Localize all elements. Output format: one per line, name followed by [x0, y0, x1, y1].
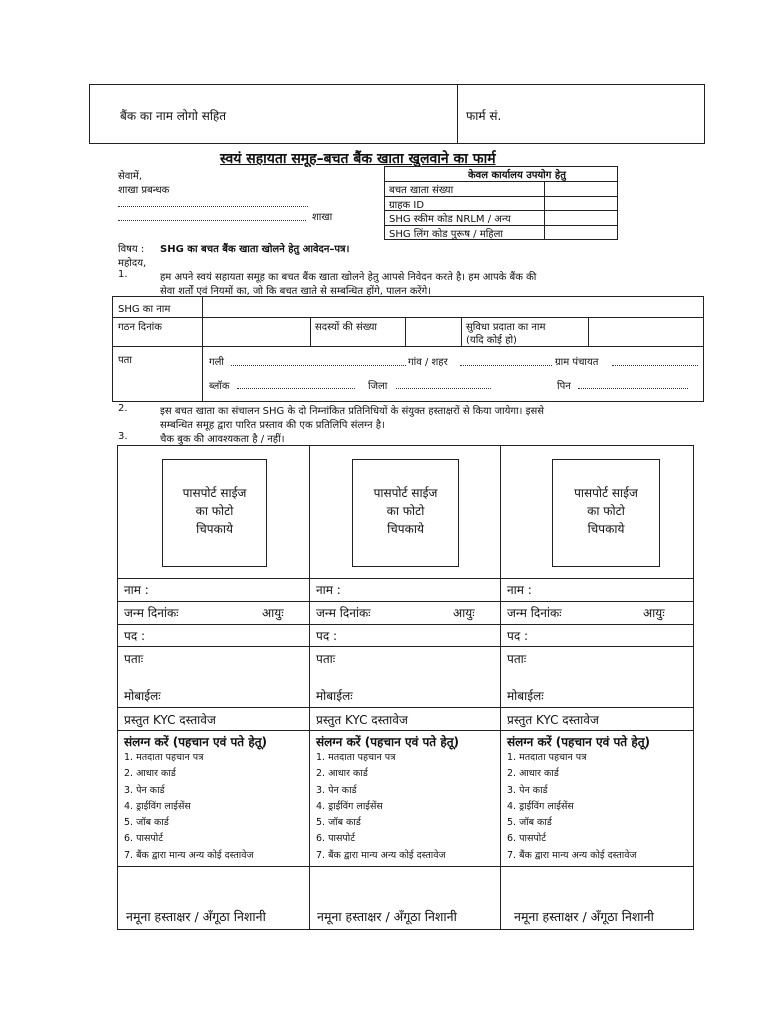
para2-line2: सम्बन्धित समूह द्वारा पारित प्रस्ताव की एक प्रतिलिपि संलग्न है।: [160, 420, 385, 431]
age-label: आयुः: [262, 606, 284, 620]
list-item: 2. आधार कार्ड: [507, 768, 559, 780]
form-title: स्वयं सहायता समूह–बचत बैंक खाता खुलवाने का फार्म: [220, 151, 496, 167]
facilitator-field[interactable]: [591, 320, 701, 344]
office-row-label: बचत खाता संख्या: [389, 185, 454, 196]
signatory-row-line: [117, 646, 694, 647]
list-item: 4. ड्राईविंग लाईसेंस: [316, 800, 383, 812]
branch-suffix: शाखा: [312, 212, 333, 223]
branch-address-line-2[interactable]: [118, 220, 306, 221]
address-label: पता: [118, 355, 132, 366]
pin-label: पिन: [557, 381, 571, 392]
age-label: आयुः: [453, 606, 475, 620]
list-item: 4. ड्राईविंग लाईसेंस: [124, 800, 191, 812]
para1-line2: सेवा शर्तों एवं नियमों का, जो कि बचत खाते से सम्बन्धित होंगे, पालन करेंगे।: [160, 286, 432, 297]
list-item: 1. मतदाता पहचान पत्र: [316, 752, 396, 763]
panchayat-field[interactable]: [612, 365, 698, 366]
list-item: 6. पासपोर्ट: [507, 833, 547, 845]
photo-box[interactable]: [162, 459, 267, 567]
members-count-label: सदस्यों की संख्या: [315, 322, 377, 333]
street-label: गली: [209, 357, 224, 368]
branch-address-line-1[interactable]: [118, 206, 308, 207]
list-item: 5. जॉब कार्ड: [507, 817, 552, 829]
members-count-field[interactable]: [408, 320, 458, 344]
document-list: [316, 750, 446, 864]
list-item: 7. बैंक द्वारा मान्य अन्य कोई दस्तावेज: [507, 849, 637, 861]
shg-name-field[interactable]: [205, 299, 701, 315]
shg-col-line: [405, 317, 406, 346]
header-divider: [457, 84, 458, 144]
shg-col-line: [588, 317, 589, 346]
kyc-label: प्रस्तुत KYC दस्तावेज: [507, 713, 599, 727]
dob-label: जन्म दिनांकः: [316, 606, 371, 620]
para3-number: 3.: [118, 431, 128, 442]
shg-name-label: SHG का नाम: [118, 304, 171, 315]
address-label: पताः: [124, 652, 144, 666]
list-item: 6. पासपोर्ट: [124, 833, 164, 845]
name-label: नाम :: [124, 583, 149, 597]
para1-line1: हम अपने स्वयं सहायता समूह का बचत बैंक खाता खोलने हेतु आपसे निवेदन करते है। हम आपके बैंक की: [160, 272, 537, 283]
photo-box[interactable]: [552, 459, 660, 567]
block-label: ब्लॉक: [209, 381, 230, 392]
para2-line1: इस बचत खाता का संचालन SHG के दो निम्नांकित प्रतिनिधियों के संयुक्त हस्ताक्षरों से किया जायेगा। इससे: [160, 406, 545, 417]
district-label: जिला: [368, 381, 388, 392]
village-label: गांव / शहर: [408, 357, 448, 368]
signatory-row-line: [117, 707, 694, 708]
post-label: पद :: [316, 629, 338, 643]
name-label: नाम :: [507, 583, 532, 597]
photo-label: का फोटो: [386, 504, 425, 518]
signatory-row-line: [117, 624, 694, 625]
office-row-label: SHG लिंग कोड पुरूष / महिला: [389, 229, 503, 240]
list-item: 1. मतदाता पहचान पत्र: [507, 752, 587, 763]
photo-label: पासपोर्ट साईज: [574, 486, 638, 500]
attach-label: संलग्न करें (पहचान एवं पते हेतू): [124, 735, 268, 749]
list-item: 2. आधार कार्ड: [124, 768, 176, 780]
signatory-row-line: [117, 601, 694, 602]
photo-label: का फोटो: [587, 504, 625, 518]
photo-box[interactable]: [352, 459, 459, 567]
office-col-line: [544, 181, 545, 240]
formation-date-field[interactable]: [205, 320, 307, 344]
dob-label: जन्म दिनांकः: [124, 606, 179, 620]
para1-number: 1.: [118, 269, 128, 280]
document-list: [507, 750, 637, 864]
para2-number: 2.: [118, 403, 128, 414]
list-item: 3. पेन कार्ड: [124, 784, 165, 796]
kyc-label: प्रस्तुत KYC दस्तावेज: [124, 713, 216, 727]
addressee-line1: सेवामें,: [118, 171, 143, 182]
signatory-row-line: [117, 866, 694, 867]
mobile-label: मोबाईलः: [124, 689, 161, 703]
list-item: 5. जॉब कार्ड: [316, 817, 361, 829]
name-label: नाम :: [316, 583, 341, 597]
salutation: महोदय,: [118, 258, 147, 269]
shg-row-line: [112, 317, 704, 318]
list-item: 5. जॉब कार्ड: [124, 817, 169, 829]
panchayat-label: ग्राम पंचायत: [555, 357, 599, 368]
facilitator-note: (यदि कोई हो): [466, 335, 517, 346]
list-item: 3. पेन कार्ड: [316, 784, 357, 796]
signature-label: नमूना हस्ताक्षर / अँगूठा निशानी: [317, 909, 457, 924]
signatory-col-line: [500, 445, 501, 930]
photo-label: का फोटो: [195, 504, 234, 518]
post-label: पद :: [124, 629, 146, 643]
pin-field[interactable]: [578, 388, 688, 389]
signatory-row-line: [117, 578, 694, 579]
form-number-label: फार्म सं.: [466, 109, 502, 123]
subject-text: SHG का बचत बैंक खाता खोलने हेतु आवेदन–पत्र।: [160, 244, 350, 255]
signatory-row-line: [117, 730, 694, 731]
list-item: 6. पासपोर्ट: [316, 833, 356, 845]
address-label: पताः: [316, 652, 336, 666]
village-field[interactable]: [460, 365, 552, 366]
shg-col-line: [202, 296, 203, 402]
office-row-label: SHG स्कीम कोड NRLM / अन्य: [389, 214, 511, 225]
shg-col-line: [461, 317, 462, 346]
signature-label: नमूना हस्ताक्षर / अँगूठा निशानी: [126, 909, 266, 924]
list-item: 3. पेन कार्ड: [507, 784, 548, 796]
para3-text: चैक बुक की आवश्यकता है / नहीं।: [160, 434, 285, 445]
list-item: 2. आधार कार्ड: [316, 768, 368, 780]
list-item: 1. मतदाता पहचान पत्र: [124, 752, 204, 763]
list-item: 7. बैंक द्वारा मान्य अन्य कोई दस्तावेज: [124, 849, 254, 861]
list-item: 7. बैंक द्वारा मान्य अन्य कोई दस्तावेज: [316, 849, 446, 861]
addressee-line2: शाखा प्रबन्धक: [118, 185, 170, 196]
office-use-heading: केवल कार्यालय उपयोग हेतु: [468, 170, 566, 181]
attach-label: संलग्न करें (पहचान एवं पते हेतू): [316, 735, 460, 749]
formation-date-label: गठन दिनांक: [118, 322, 162, 333]
mobile-label: मोबाईलः: [316, 689, 353, 703]
shg-row-line: [112, 346, 704, 347]
address-label: पताः: [507, 652, 527, 666]
photo-label: चिपकाये: [587, 522, 625, 536]
street-field[interactable]: [231, 365, 406, 366]
block-field[interactable]: [237, 388, 355, 389]
attach-label: संलग्न करें (पहचान एवं पते हेतू): [507, 735, 651, 749]
facilitator-label: सुविधा प्रदाता का नाम: [466, 322, 546, 333]
subject-label: विषय :: [118, 244, 145, 255]
photo-label: पासपोर्ट साईज: [182, 486, 247, 500]
photo-label: चिपकाये: [387, 522, 424, 536]
district-field[interactable]: [396, 388, 491, 389]
office-row-label: ग्राहक ID: [389, 200, 425, 211]
photo-label: चिपकाये: [196, 522, 233, 536]
signatory-col-line: [309, 445, 310, 930]
post-label: पद :: [507, 629, 529, 643]
age-label: आयुः: [643, 606, 665, 620]
photo-label: पासपोर्ट साईज: [373, 486, 438, 500]
mobile-label: मोबाईलः: [507, 689, 544, 703]
kyc-label: प्रस्तुत KYC दस्तावेज: [316, 713, 408, 727]
bank-name-label: बैंक का नाम लोगो सहित: [120, 109, 227, 123]
document-list: [124, 750, 254, 864]
shg-col-line: [310, 317, 311, 346]
list-item: 4. ड्राईविंग लाईसेंस: [507, 800, 574, 812]
dob-label: जन्म दिनांकः: [507, 606, 562, 620]
signature-label: नमूना हस्ताक्षर / अँगूठा निशानी: [514, 909, 654, 924]
